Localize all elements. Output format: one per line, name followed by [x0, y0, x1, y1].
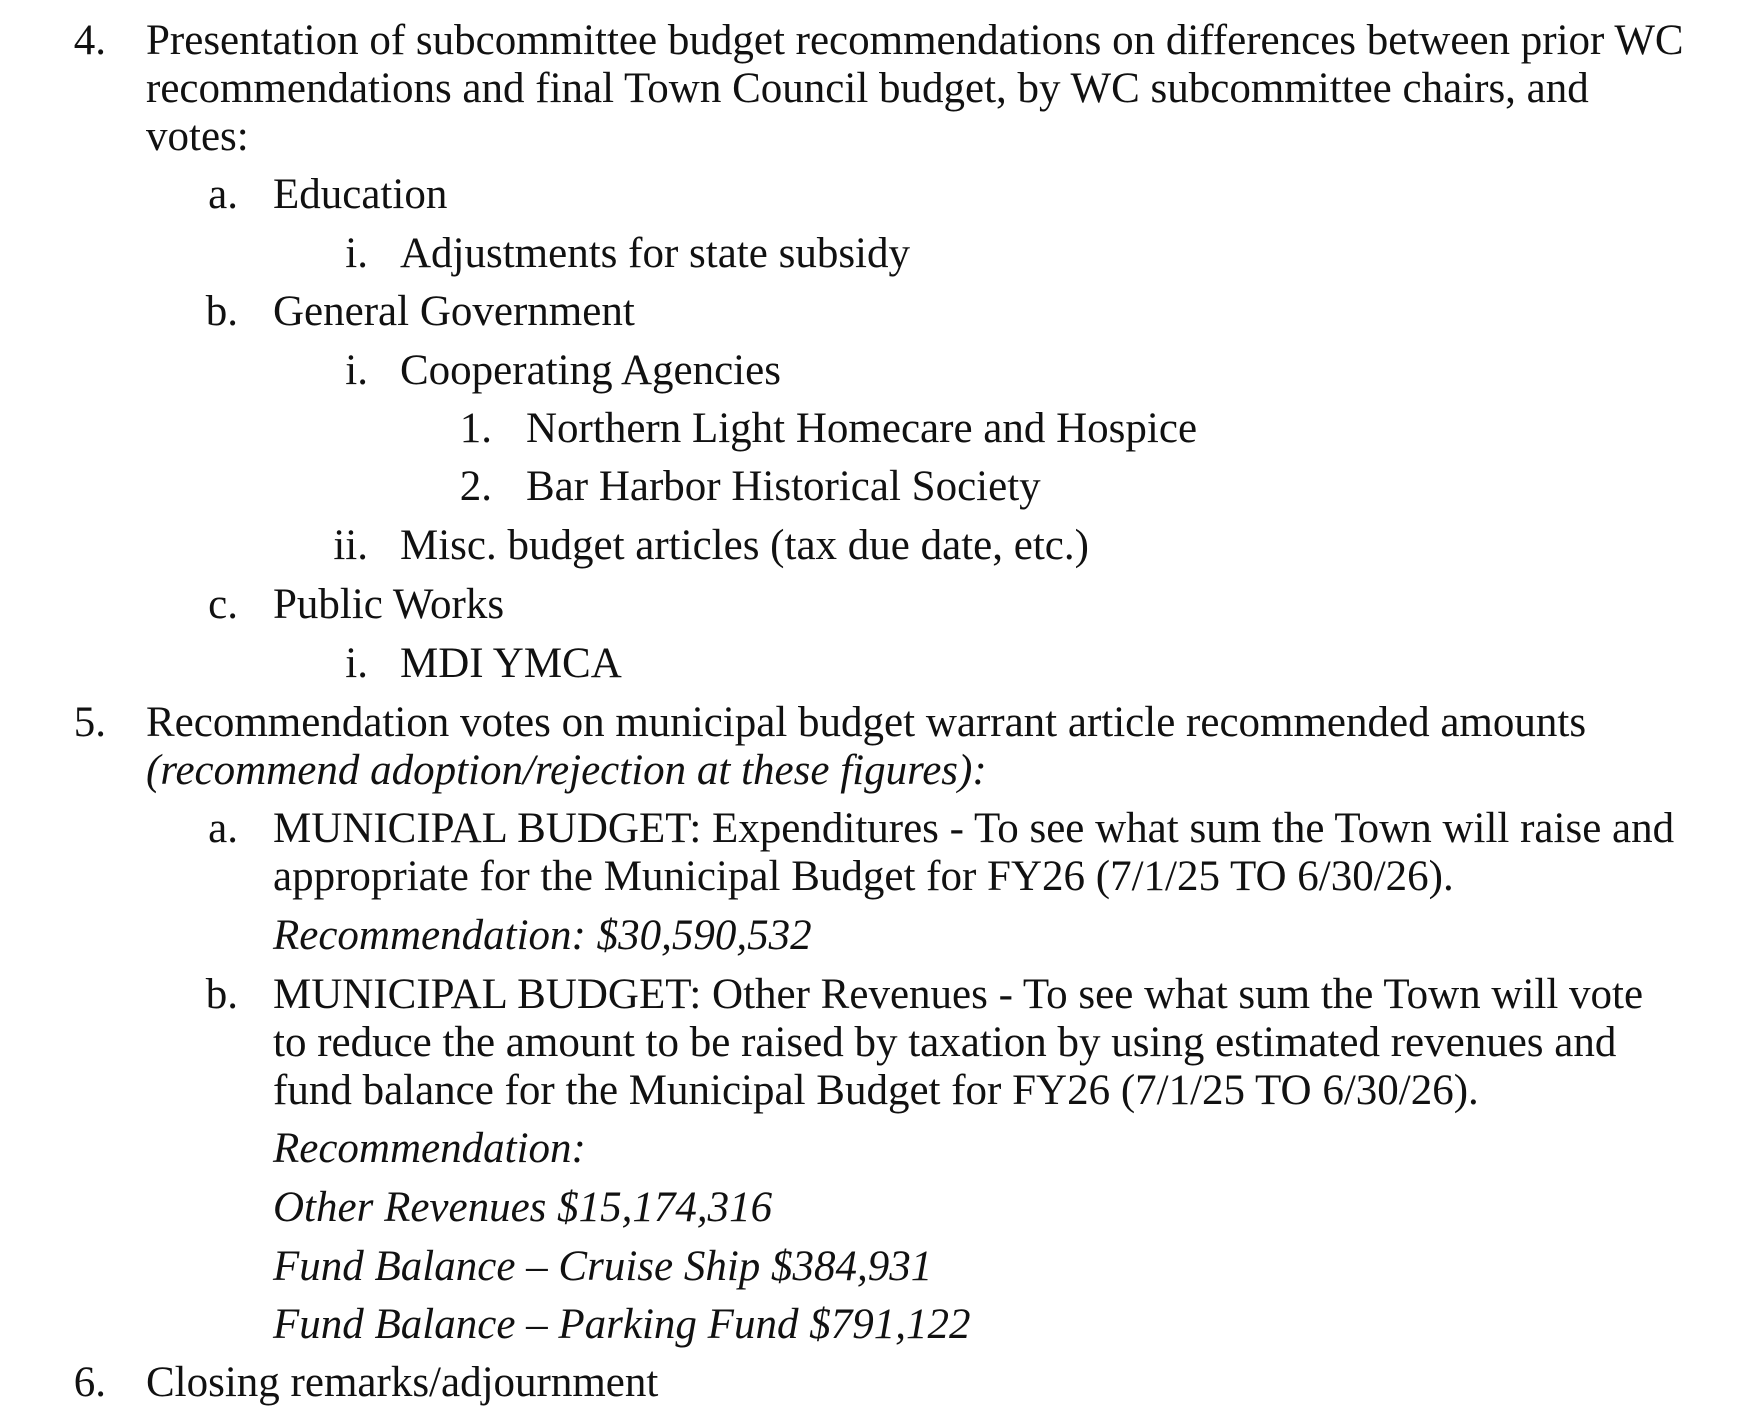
subitem-label: General Government [273, 288, 635, 335]
level4-label: Northern Light Homecare and Hospice [526, 405, 1198, 452]
subsubitem-label: MDI YMCA [400, 640, 622, 687]
level4-marker: 2. [459, 463, 492, 510]
item-text-line: votes: [146, 113, 249, 160]
item-number: 5. [73, 699, 106, 746]
recommendation-amount: Fund Balance – Parking Fund $791,122 [273, 1301, 971, 1348]
subsubitem-marker: i. [345, 230, 368, 277]
subitem-marker: b. [205, 288, 238, 335]
subitem-text-line: MUNICIPAL BUDGET: Expenditures - To see what sum the Town will raise and [273, 805, 1675, 852]
subitem-text-line: appropriate for the Municipal Budget for FY26 (7/1/25 TO 6/30/26). [273, 853, 1454, 900]
item-text-line: Recommendation votes on municipal budget warrant article recommended amounts [146, 699, 1587, 746]
subitem-marker: c. [208, 581, 238, 628]
subitem-marker: a. [208, 805, 238, 852]
item-number: 4. [73, 17, 106, 64]
level4-label: Bar Harbor Historical Society [526, 463, 1041, 510]
subitem-marker: a. [208, 171, 238, 218]
subsubitem-marker: i. [345, 640, 368, 687]
item-text-line: recommendations and final Town Council budget, by WC subcommittee chairs, and [146, 65, 1589, 112]
item-text-line: Presentation of subcommittee budget recommendations on differences between prior WC [146, 17, 1684, 64]
subsubitem-label: Misc. budget articles (tax due date, etc.) [400, 522, 1089, 569]
subsubitem-label: Adjustments for state subsidy [400, 230, 910, 277]
item-text-line: Closing remarks/adjournment [146, 1359, 659, 1406]
subitem-marker: b. [205, 971, 238, 1018]
subsubitem-label: Cooperating Agencies [400, 347, 781, 394]
recommendation-amount: Other Revenues $15,174,316 [273, 1184, 773, 1231]
recommendation-heading: Recommendation: [273, 1125, 586, 1172]
subsubitem-marker: ii. [333, 522, 368, 569]
subitem-text-line: to reduce the amount to be raised by taxation by using estimated revenues and [273, 1019, 1617, 1066]
subitem-text-line: fund balance for the Municipal Budget for FY26 (7/1/25 TO 6/30/26). [273, 1067, 1479, 1114]
recommendation-amount: Recommendation: $30,590,532 [273, 912, 812, 959]
recommendation-amount: Fund Balance – Cruise Ship $384,931 [273, 1243, 933, 1290]
subitem-label: Education [273, 171, 448, 218]
subitem-label: Public Works [273, 581, 505, 628]
subitem-text-line: MUNICIPAL BUDGET: Other Revenues - To see what sum the Town will vote [273, 971, 1644, 1018]
level4-marker: 1. [459, 405, 492, 452]
item-number: 6. [73, 1359, 106, 1406]
subsubitem-marker: i. [345, 347, 368, 394]
item-note: (recommend adoption/rejection at these figures): [146, 747, 987, 794]
